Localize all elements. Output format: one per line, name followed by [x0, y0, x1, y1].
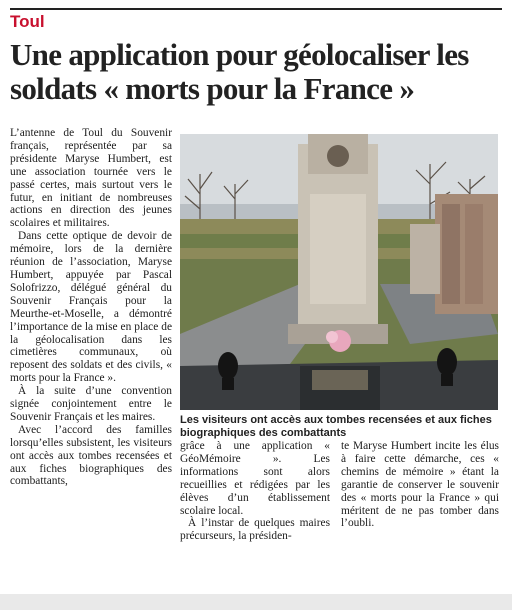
section-rubric: Toul: [10, 12, 45, 31]
paragraph: grâce à une application « GéoMémoire ». Les informations sont alors recueillies et rédigées par les élèves d’un établissement scolaire local.: [180, 440, 330, 517]
paragraph: À la suite d’une convention signée conjointement entre le Souvenir Français et les maires.: [10, 385, 172, 423]
paragraph: te Maryse Humbert incite les élus à faire cette démarche, ces « chemins de mémoire » étant la garantie de conserver le souvenir des « morts pour la France » qui méritent de ne pas tomber dans l’oubli.: [341, 440, 499, 530]
cemetery-photo-illustration: [180, 134, 498, 410]
paragraph: Avec l’accord des familles lorsqu’elles subsistent, les visiteurs ont accès aux tombes recensées et aux fiches biographiques des combattants,: [10, 423, 172, 488]
text-column-3: [341, 440, 499, 530]
text-column-2: [180, 440, 330, 543]
text-column-1: [10, 127, 172, 488]
paragraph: L’antenne de Toul du Souvenir français, représentée par sa présidente Maryse Humbert, est une association tournée vers le passé certes, mais surtout vers le futur, en initiant de nombreuses actions en direction des jeunes scolaires et militaires.: [10, 127, 172, 230]
article-photo: [180, 134, 498, 410]
top-rule: [10, 8, 502, 10]
paragraph: À l’instar de quelques maires précurseurs, la présiden-: [180, 517, 330, 543]
article-headline: Une application pour géolocaliser les soldats « morts pour la France »: [10, 37, 469, 106]
photo-caption: Les visiteurs ont accès aux tombes recensées et aux fiches biographiques des combattants: [180, 414, 492, 439]
paragraph: Dans cette optique de devoir de mémoire, lors de la dernière réunion de l’association, Maryse Humbert, appuyée par Pascal Solofrizzo, délégué général du Souvenir Français pour la Meurthe-et-Moselle, a démontré l’importance de la mise en place de la géolocalisation dans les cimetières communaux, où reposent des soldats et des civils, « morts pour la France ».: [10, 230, 172, 385]
